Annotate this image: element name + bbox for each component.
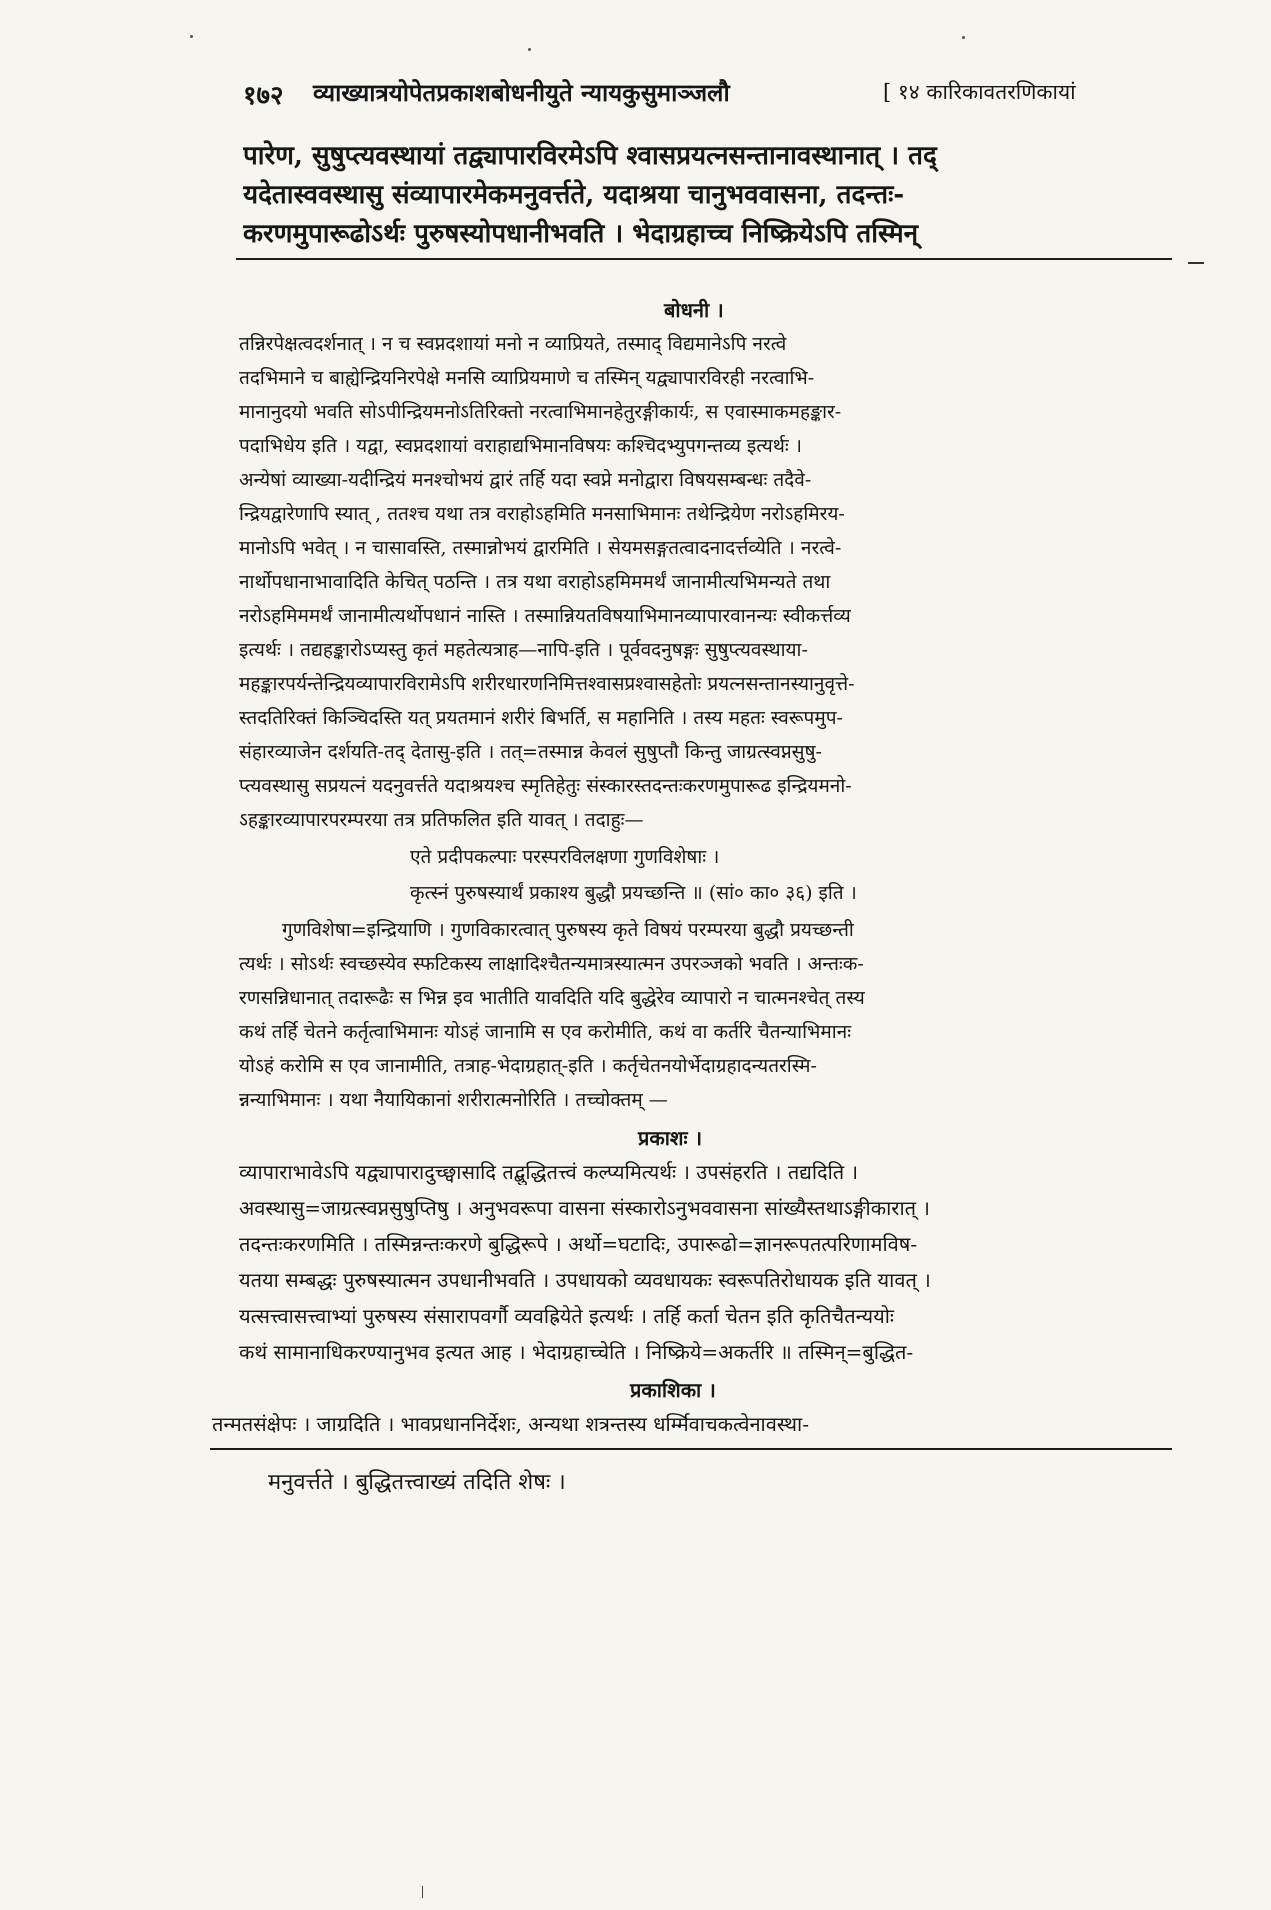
prakasha-line: यतया सम्बद्धः पुरुषस्यात्मन उपधानीभवति । उपधायको व्यवधायकः स्वरूपतिरोधायक इति यावत् । <box>239 1268 931 1292</box>
bodhani-line: न्नन्याभिमानः । यथा नैयायिकानां शरीरात्मनोरिति । तच्चोक्तम् — <box>239 1089 668 1111</box>
running-header <box>243 72 1163 112</box>
bodhani-line: त्यर्थः । सोऽर्थः स्वच्छस्येव स्फटिकस्य लाक्षादिश्चैतन्यमात्रस्यात्मन उपरञ्जको भवति । अन्तःक- <box>239 953 864 975</box>
prakasha-line: कथं सामानाधिकरण्यानुभव इत्यत आह । भेदाग्रहाच्चेति । निष्क्रिये=अकर्तरि ॥ तस्मिन्=बुद्धित- <box>239 1340 914 1364</box>
bodhani-heading: बोधनी । <box>664 298 724 322</box>
prakashika-line: तन्मतसंक्षेपः । जाग्रदिति । भावप्रधाननिर्देशः, अन्यथा शत्रन्तस्य धर्म्मिवाचकत्वेनावस्था- <box>212 1412 809 1436</box>
bodhani-line: नरोऽहमिममर्थं जानामीत्यर्थोपधानं नास्ति । तस्मान्नियतविषयाभिमानव्यापारवानन्यः स्वीकर्त्तव्य <box>239 605 851 627</box>
prakasha-line: व्यापाराभावेऽपि यद्व्यापारादुच्छ्वासादि तद्बुद्धितत्त्वं कल्प्यमित्यर्थः । उपसंहरति । तद्यदिति । <box>239 1160 859 1184</box>
book-title: व्याख्यात्रयोपेतप्रकाशबोधनीयुते न्यायकुसुमाञ्जलौ <box>313 78 730 107</box>
bodhani-line: संहारव्याजेन दर्शयति-तद् देतासु-इति । तत्=तस्मान्न केवलं सुषुप्तौ किन्तु जाग्रत्स्वप्नसुषु- <box>239 741 822 763</box>
bodhani-line: न्द्रियद्वारेणापि स्यात् , ततश्च यथा तत्र वराहोऽहमिति मनसाभिमानः तथेन्द्रियेण नरोऽहमिरय- <box>239 503 845 525</box>
bodhani-line: मानोऽपि भवेत् । न चासावस्ति, तस्मान्नोभयं द्वारमिति । सेयमसङ्गतत्वादनादर्त्तव्येति । नरत्वे- <box>239 537 842 559</box>
quoted-verse-line: कृत्स्नं पुरुषस्यार्थं प्रकाश्य बुद्धौ प्रयच्छन्ति ॥ (सां० का० ३६) इति । <box>410 882 857 904</box>
bodhani-line: इत्यर्थः । तद्यहङ्कारोऽप्यस्तु कृतं महतेत्यत्राह—नापि-इति । पूर्ववदनुषङ्गः सुषुप्त्यवस्थाया- <box>239 639 808 661</box>
prakasha-line: तदन्तःकरणमिति । तस्मिन्नन्तःकरणे बुद्धिरूपे । अर्थो=घटादिः, उपारूढो=ज्ञानरूपतत्परिणामविष- <box>239 1232 918 1256</box>
bodhani-line: योऽहं करोमि स एव जानामीति, तत्राह-भेदाग्रहात्-इति । कर्तृचेतनयोर्भेदाग्रहादन्यतरस्मि- <box>239 1055 817 1077</box>
main-text-line: यदेतास्ववस्थासु संव्यापारमेकमनुवर्त्तते, यदाश्रया चानुभववासना, तदन्तः- <box>243 180 905 210</box>
print-speck <box>962 36 965 39</box>
bodhani-line: पदाभिधेय इति । यद्वा, स्वप्नदशायां वराहाद्यभिमानविषयः कश्चिदभ्युपगन्तव्य इत्यर्थः । <box>239 435 802 457</box>
bodhani-line: नार्थोपधानाभावादिति केचित् पठन्ति । तत्र यथा वराहोऽहमिममर्थं जानामीत्यभिमन्यते तथा <box>239 571 831 593</box>
bodhani-line: महङ्कारपर्यन्तेन्द्रियव्यापारविरामेऽपि शरीरधारणनिमित्तश्वासप्रश्वासहेतोः प्रयत्नसन्तानस्यानुवृत्ते- <box>239 673 855 695</box>
print-speck <box>190 35 193 38</box>
page-number: १७२ <box>243 81 284 111</box>
print-speck <box>422 1886 423 1898</box>
prakasha-line: अवस्थासु=जाग्रत्स्वप्नसुषुप्तिषु । अनुभवरूपा वासना संस्कारोऽनुभववासना सांख्यैस्तथाऽङ्गीकारात् । <box>239 1196 930 1220</box>
bodhani-line: स्तदतिरिक्तं किञ्चिदस्ति यत् प्रयतमानं शरीरं बिभर्ति, स महानिति । तस्य महतः स्वरूपमुप- <box>239 707 843 729</box>
bodhani-line: गुणविशेषा=इन्द्रियाणि । गुणविकारत्वात् पुरुषस्य कृते विषयं परम्परया बुद्धौ प्रयच्छन्ती <box>282 919 854 941</box>
main-text-line: पारेण, सुषुप्त्यवस्थायां तद्व्यापारविरमेऽपि श्वासप्रयत्नसन्तानावस्थानात् । तद् <box>243 141 937 171</box>
bodhani-line: तदभिमाने च बाह्येन्द्रियनिरपेक्षे मनसि व्याप्रियमाणे च तस्मिन् यद्व्यापारविरही नरत्वाभि- <box>239 367 815 389</box>
prakasha-line: यत्सत्त्वासत्त्वाभ्यां पुरुषस्य संसारापवर्गौ व्यवह्रियेते इत्यर्थः । तर्हि कर्ता चेतन इति कृतिचैतन्ययोः <box>239 1304 894 1328</box>
prakasha-heading: प्रकाशः । <box>638 1126 703 1150</box>
bodhani-line: अन्येषां व्याख्या-यदीन्द्रियं मनश्चोभयं द्वारं तर्हि यदा स्वप्ने मनोद्वारा विषयसम्बन्धः तदैवे- <box>239 469 812 491</box>
bodhani-line: रणसन्निधानात् तदारूढैः स भिन्न इव भातीति यावदिति यदि बुद्धेरेव व्यापारो न चात्मनश्चेत् तस्य <box>239 987 865 1009</box>
margin-tick <box>1188 262 1204 264</box>
print-speck <box>528 48 531 51</box>
bodhani-line: प्त्यवस्थासु सप्रयत्नं यदनुवर्त्तते यदाश्रयश्च स्मृतिहेतुः संस्कारस्तदन्तःकरणमुपारूढ इन्द्रियमनो- <box>239 775 852 797</box>
main-text-line: करणमुपारूढोऽर्थः पुरुषस्योपधानीभवति । भेदाग्रहाच्च निष्क्रियेऽपि तस्मिन् <box>243 219 919 249</box>
bodhani-line: कथं तर्हि चेतने कर्तृत्वाभिमानः योऽहं जानामि स एव करोमीति, कथं वा कर्तरि चैतन्याभिमानः <box>239 1021 852 1043</box>
bodhani-line: ऽहङ्कारव्यापारपरम्परया तत्र प्रतिफलित इति यावत् । तदाहुः— <box>239 809 644 831</box>
section-label: [ १४ कारिकावतरणिकायां <box>883 80 1076 104</box>
quoted-verse-line: एते प्रदीपकल्पाः परस्परविलक्षणा गुणविशेषाः । <box>410 846 720 868</box>
prakashika-heading: प्रकाशिका । <box>630 1378 716 1402</box>
footer-continuation: मनुवर्त्तते । बुद्धितत्त्वाख्यं तदिति शेषः । <box>268 1470 566 1495</box>
bodhani-line: मानानुदयो भवति सोऽपीन्द्रियमनोऽतिरिक्तो नरत्वाभिमानहेतुरङ्गीकार्यः, स एवास्माकमहङ्कार- <box>239 401 842 423</box>
footer-divider <box>210 1448 1172 1450</box>
bodhani-line: तन्निरपेक्षत्वदर्शनात् । न च स्वप्नदशायां मनो न व्याप्रियते, तस्माद् विद्यमानेऽपि नरत्वे <box>239 333 787 355</box>
section-divider <box>236 258 1172 260</box>
